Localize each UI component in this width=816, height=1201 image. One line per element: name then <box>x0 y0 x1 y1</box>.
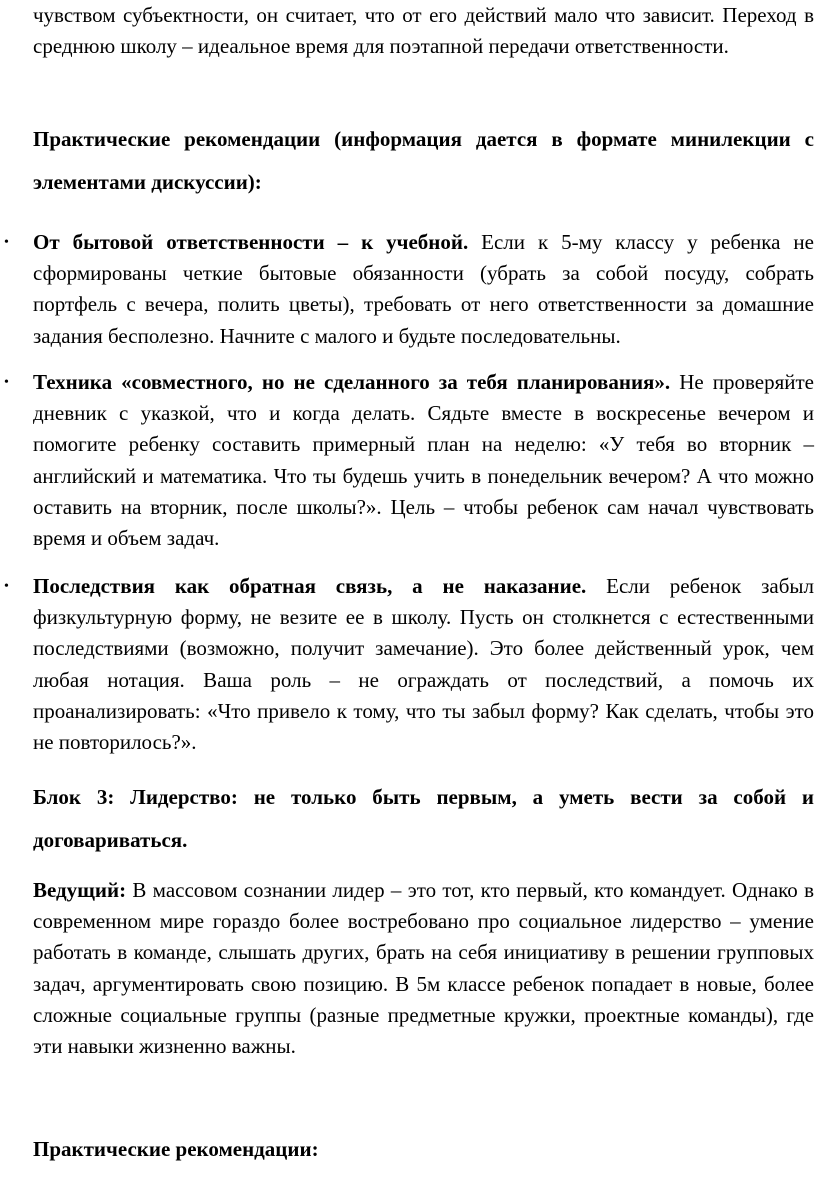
bullet-marker-2: • <box>4 375 9 390</box>
bullet-3-text: Если ребенок забыл физкультурную форму, не везите ее в школу. Пусть он столкнется с естественными последствиями (возможно, получит замечание). Это более действенный урок, чем любая нотация. Ваша роль – не ограждать от последствий, а помочь их проанализировать: «Что привело к тому, что ты забыл форму? Как сделать, чтобы это не повторилось?». <box>33 574 814 755</box>
practical-heading-1-text: Практические рекомендации (информация дается в формате минилекции с элементами дискуссии): <box>33 127 814 194</box>
bullet-3-title: Последствия как обратная связь, а не наказание. <box>33 574 587 598</box>
host-paragraph <box>33 875 814 1062</box>
bullet-marker-1: • <box>4 235 9 250</box>
bullet-marker-3: • <box>4 579 9 594</box>
practical-heading-2-text: Практические рекомендации: <box>33 1137 319 1161</box>
bullet-2-text: Не проверяйте дневник с указкой, что и когда делать. Сядьте вместе в воскресенье вечером и помогите ребенку составить примерный план на неделю: «У тебя во вторник – английский и математика. Что ты будешь учить в понедельник вечером? А что можно оставить на вторник, после школы?». Цель – чтобы ребенок сам начал чувствовать время и объем задач. <box>33 370 814 551</box>
bullet-item-3 <box>33 571 814 758</box>
bullet-1-title: От бытовой ответственности – к учебной. <box>33 230 469 254</box>
host-text: В массовом сознании лидер – это тот, кто первый, кто командует. Однако в современном мире гораздо более востребовано про социальное лидерство – умение работать в команде, слышать других, брать на себя инициативу в решении групповых задач, аргументировать свою позицию. В 5м классе ребенок попадает в новые, более сложные социальные группы (разные предметные кружки, проектные команды), где эти навыки жизненно важны. <box>33 878 814 1059</box>
practical-heading-1 <box>33 118 814 204</box>
bullet-1-text: Если к 5-му классу у ребенка не сформированы четкие бытовые обязанности (убрать за собой посуду, собрать портфель с вечера, полить цветы), требовать от него ответственности за домашние задания бесполезно. Начните с малого и будьте последовательны. <box>33 230 814 348</box>
bullet-item-1 <box>33 227 814 352</box>
practical-heading-2 <box>33 1134 814 1165</box>
bullet-2-title: Техника «совместного, но не сделанного за тебя планирования». <box>33 370 671 394</box>
block3-heading <box>33 776 814 862</box>
host-label: Ведущий: <box>33 878 127 902</box>
block3-heading-text: Блок 3: Лидерство: не только быть первым, а уметь вести за собой и договариваться. <box>33 785 814 852</box>
continuation-paragraph <box>33 0 814 62</box>
continuation-text: чувством субъектности, он считает, что от его действий мало что зависит. Переход в среднюю школу – идеальное время для поэтапной передачи ответственности. <box>33 3 814 59</box>
bullet-item-2 <box>33 367 814 554</box>
